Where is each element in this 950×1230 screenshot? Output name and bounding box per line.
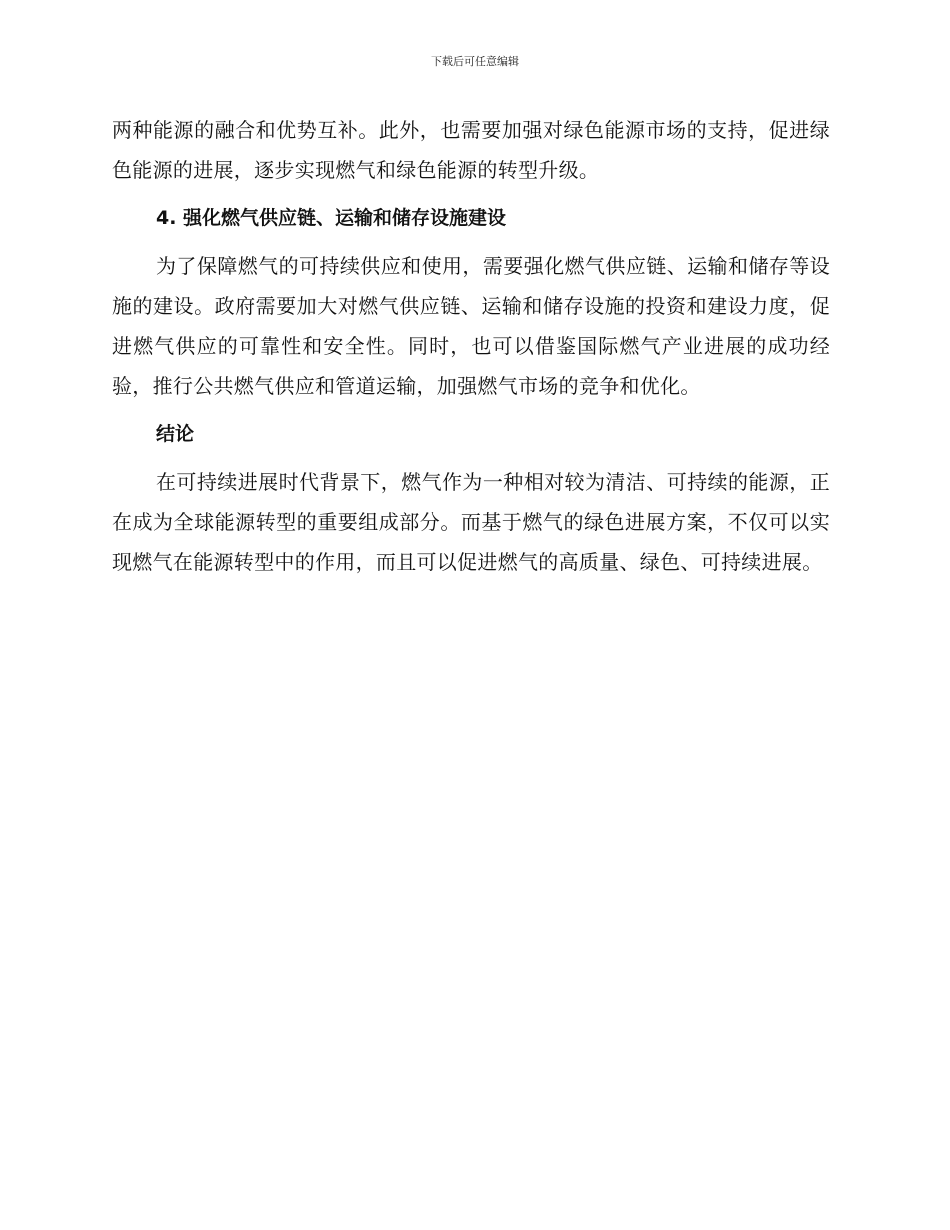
paragraph-continued: 两种能源的融合和优势互补。此外，也需要加强对绿色能源市场的支持，促进绿色能源的进展，逐步实现燃气和绿色能源的转型升级。 — [112, 118, 830, 182]
section-heading-4: 4. 强化燃气供应链、运输和储存设施建设 — [156, 207, 507, 229]
paragraph-section-4: 为了保障燃气的可持续供应和使用，需要强化燃气供应链、运输和储存等设施的建设。政府需要加大对燃气供应链、运输和储存设施的投资和建设力度，促进燃气供应的可靠性和安全性。同时，也可以借鉴国际燃气产业进展的成功经验，推行公共燃气供应和管道运输，加强燃气市场的竞争和优化。 — [112, 254, 830, 398]
document-body — [112, 110, 830, 582]
paragraph-conclusion: 在可持续进展时代背景下，燃气作为一种相对较为清洁、可持续的能源，正在成为全球能源转型的重要组成部分。而基于燃气的绿色进展方案，不仅可以实现燃气在能源转型中的作用，而且可以促进燃气的高质量、绿色、可持续进展。 — [112, 470, 830, 574]
conclusion-heading: 结论 — [156, 423, 195, 445]
page-header-note: 下载后可任意编辑 — [431, 55, 519, 68]
